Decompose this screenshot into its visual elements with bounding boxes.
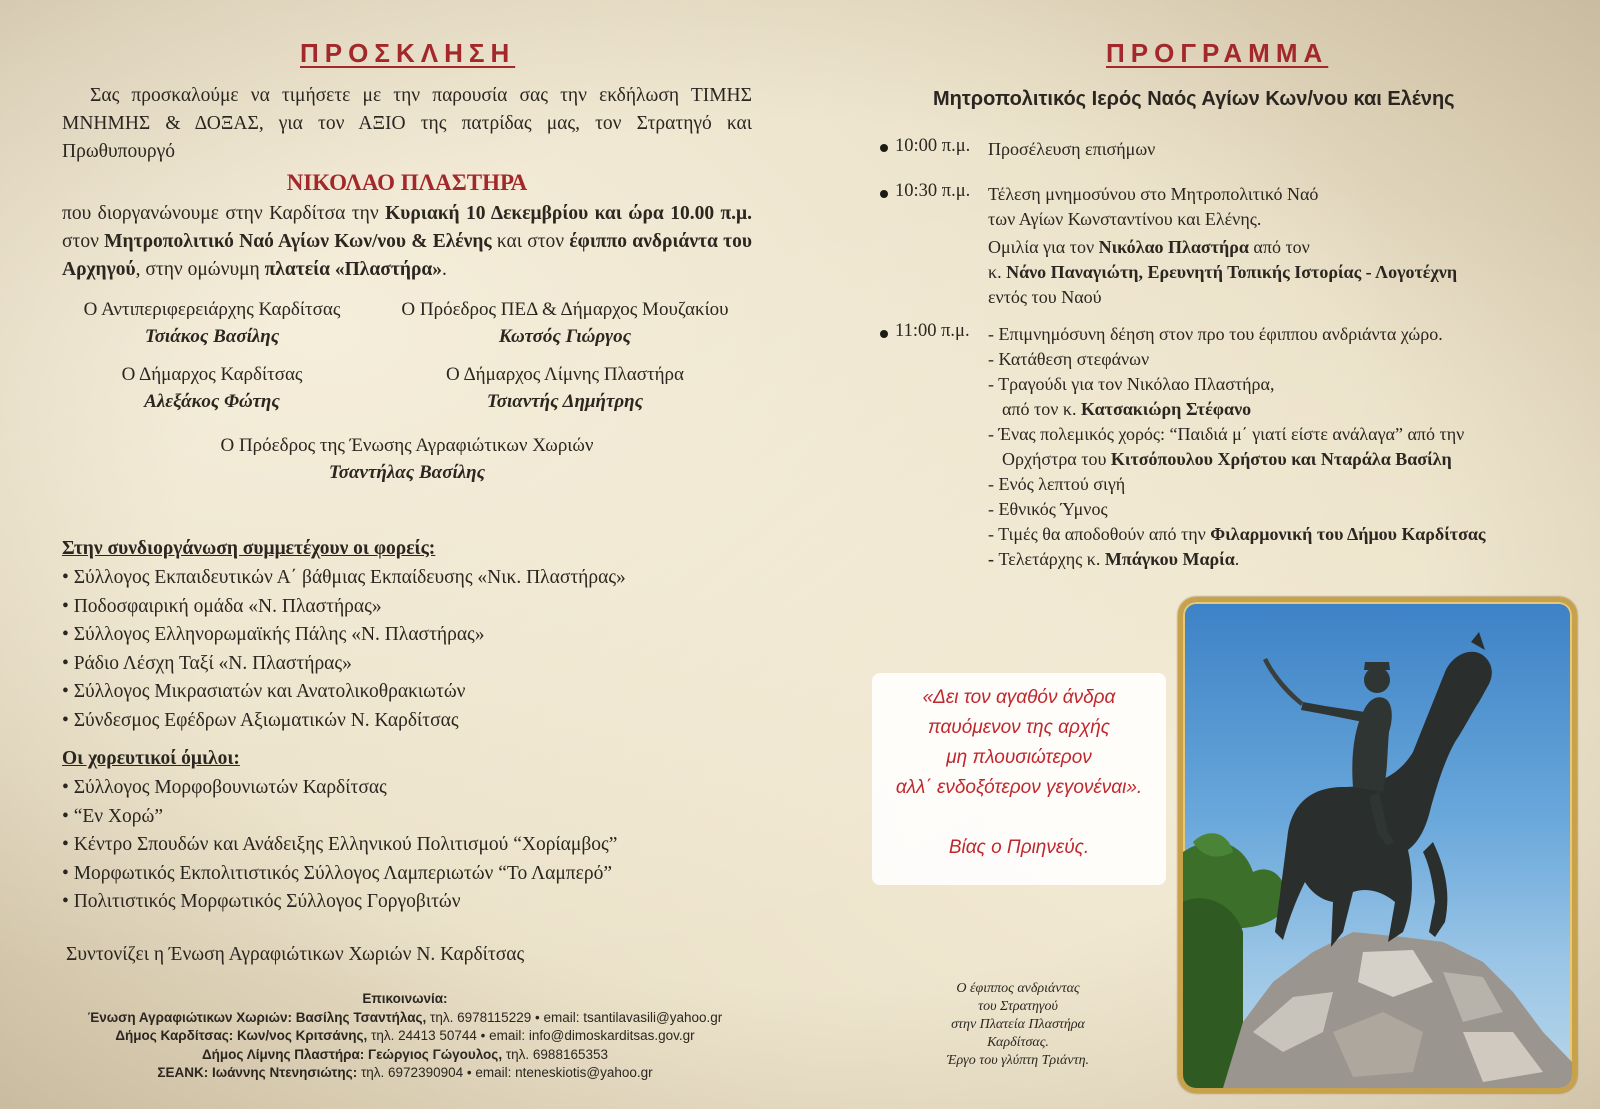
schedule-item-memorial: Τέλεση μνημοσύνου στο Μητροπολιτικό Ναό των Αγίων Κωνσταντίνου και Ελένης. Ομιλία για τον Νικόλαο Πλαστήρα από τον κ. Νάνο Παναγιώτη, Ερευνητή Τοπικής Ιστορίας - Λογοτέχνη εντός του Ναού	[988, 184, 1458, 307]
contact-line: ΣΕΑΝΚ: Ιωάννης Ντενησιώτης: τηλ. 6972390904 • email: nteneskiotis@yahoo.gr	[157, 1065, 653, 1080]
contact-heading: Επικοινωνία:	[362, 991, 448, 1006]
statue-caption: Ο έφιππος ανδριάντας του Στρατηγού στην Πλατεία Πλαστήρα Καρδίτσας. Έργο του γλύπτη Τριάντη.	[946, 981, 1090, 1068]
quote-author: Βίας ο Πριηνεύς.	[948, 837, 1090, 858]
bullet-icon	[880, 330, 888, 338]
quote-line: παυόμενον της αρχής	[928, 717, 1110, 738]
list-item: • Ράδιο Λέσχη Ταξί «Ν. Πλαστήρας»	[62, 652, 352, 674]
list-item: • Πολιτιστικός Μορφωτικός Σύλλογος Γοργοβιτών	[62, 891, 461, 912]
list-item: • “Εν Χορώ”	[62, 805, 164, 827]
bullet-icon	[880, 190, 888, 198]
schedule-item: Προσέλευση επισήμων	[988, 139, 1156, 159]
official-5: Ο Πρόεδρος της Ένωσης Αγραφιώτικων Χωριών Τσαντήλας Βασίλης	[220, 435, 594, 483]
official-4: Ο Δήμαρχος Λίμνης Πλαστήρα Τσιαντής Δημήτρης	[446, 364, 684, 412]
invitation-title: ΠΡΟΣΚΛΗΣΗ	[300, 38, 516, 68]
schedule-time: 10:00 π.μ.	[895, 136, 971, 156]
official-2: Ο Πρόεδρος ΠΕΔ & Δήμαρχος Μουζακίου Κωτσός Γιώργος	[401, 299, 729, 347]
official-3: Ο Δήμαρχος Καρδίτσας Αλεξάκος Φώτης	[121, 364, 303, 412]
co-organizers-list	[62, 564, 782, 735]
list-item: • Σύλλογος Εκπαιδευτικών Α΄ βάθμιας Εκπαίδευσης «Νικ. Πλαστήρας»	[62, 567, 626, 588]
honoree-name: ΝΙΚΟΛΑΟ ΠΛΑΣΤΗΡΑ	[286, 170, 528, 195]
bullet-icon	[880, 144, 888, 152]
list-item: • Μορφωτικός Εκπολιτιστικός Σύλλογος Λαμπεριωτών “Το Λαμπερό”	[62, 862, 612, 884]
list-item: • Ποδοσφαιρική ομάδα «Ν. Πλαστήρας»	[62, 595, 382, 617]
co-organizers-heading: Στην συνδιοργάνωση συμμετέχουν οι φορείς:	[62, 538, 436, 559]
quote-box	[872, 673, 1166, 885]
quote-line: «Δει τον αγαθόν άνδρα	[922, 687, 1116, 708]
dance-groups-list	[62, 774, 782, 917]
church-subtitle: Μητροπολιτικός Ιερός Ναός Αγίων Κων/νου και Ελένης	[933, 88, 1455, 110]
list-item: • Σύλλογος Ελληνορωμαϊκής Πάλης «Ν. Πλαστήρας»	[62, 624, 485, 645]
schedule-item-ceremony: - Επιμνημόσυνη δέηση στον προ του έφιππου ανδριάντα χώρο. - Κατάθεση στεφάνων - Τραγούδι για τον Νικόλαο Πλαστήρα, από τον κ. Κατσακιώρη Στέφανο - Ένας πολεμικός χορός: “Παιδιά μ΄ γιατί είστε ανάλαγα” από την Ορχήστρα του Κιτσόπουλου Χρήστου και Νταράλα Βασίλη - Ενός λεπτού σιγή - Εθνικός Ύμνος - Τιμές θα αποδοθούν από την Φιλαρμονική του Δήμου Καρδίτσας - Τελετάρχης κ. Μπάγκου Μαρία.	[988, 324, 1486, 569]
coordinator-note: Συντονίζει η Ένωση Αγραφιώτικων Χωριών Ν. Καρδίτσας	[66, 944, 525, 965]
contact-line: Δήμος Λίμνης Πλαστήρα: Γεώργιος Γώγουλος, τηλ. 6988165353	[201, 1046, 609, 1062]
list-item: • Σύνδεσμος Εφέδρων Αξιωματικών Ν. Καρδίτσας	[62, 709, 459, 731]
invitation-intro: Σας προσκαλούμε να τιμήσετε με την παρουσία σας την εκδήλωση ΤΙΜΗΣ ΜΝΗΜΗΣ & ΔΟΞΑΣ, για τον ΑΞΙΟ της πατρίδας μας, τον Στρατηγό και Πρωθυπουργό	[62, 85, 752, 162]
quote-line: μη πλουσιώτερον	[946, 747, 1092, 768]
official-1: Ο Αντιπεριφερειάρχης Καρδίτσας Τσιάκος Βασίλης	[83, 299, 341, 347]
invitation-details: που διοργανώνουμε στην Καρδίτσα την Κυριακή 10 Δεκεμβρίου και ώρα 10.00 π.μ. στον Μητροπολιτικό Ναό Αγίων Κων/νου & Ελένης και στον έφιππο ανδριάντα του Αρχηγού, στην ομώνυμη πλατεία «Πλαστήρα».	[62, 203, 752, 280]
quote-line	[872, 803, 1166, 833]
schedule-time: 10:30 π.μ.	[895, 181, 971, 201]
schedule-time: 11:00 π.μ.	[895, 321, 970, 341]
program-title: ΠΡΟΓΡΑΜΜΑ	[1106, 38, 1329, 68]
contact-block	[40, 990, 770, 1083]
list-item: • Σύλλογος Μορφοβουνιωτών Καρδίτσας	[62, 777, 387, 798]
list-item: • Κέντρο Σπουδών και Ανάδειξης Ελληνικού Πολιτισμού “Χορίαμβος”	[62, 834, 618, 855]
contact-line: Ένωση Αγραφιώτικων Χωριών: Βασίλης Τσαντήλας, τηλ. 6978115229 • email: tsantilavasili@yahoo.gr	[87, 1009, 723, 1025]
list-item: • Σύλλογος Μικρασιατών και Ανατολικοθρακιωτών	[62, 681, 466, 702]
contact-line: Δήμος Καρδίτσας: Κων/νος Κριτσάνης, τηλ. 24413 50744 • email: info@dimoskarditsas.gov.gr	[115, 1028, 695, 1043]
statue-photo	[1178, 597, 1577, 1093]
quote-line: αλλ΄ ενδοξότερον γεγονέναι».	[895, 777, 1143, 798]
dance-groups-heading: Οι χορευτικοί όμιλοι:	[62, 748, 240, 769]
equestrian-statue-image	[1183, 602, 1572, 1088]
